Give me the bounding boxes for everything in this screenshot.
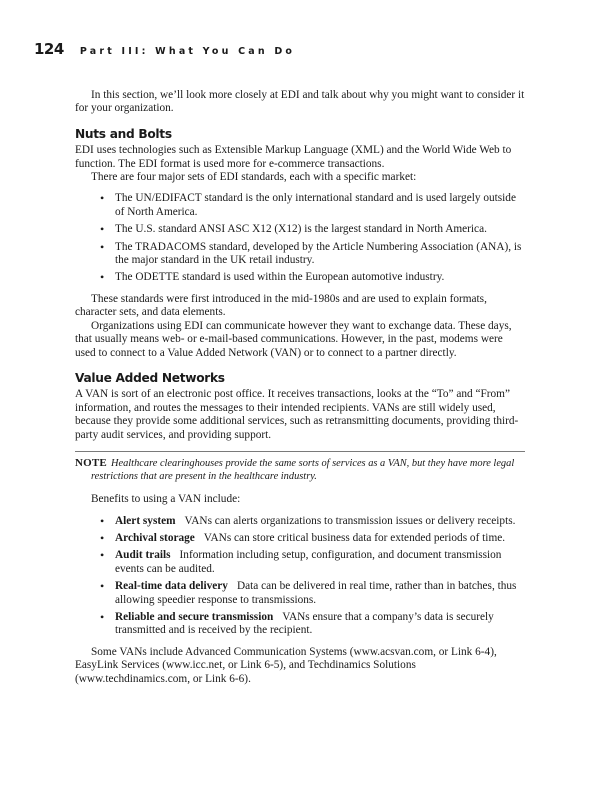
list-item: • The UN/EDIFACT standard is the only international standard and is used largely outside of North America. (75, 192, 525, 219)
list-item: • The TRADACOMS standard, developed by the Article Numbering Association (ANA), is the major standard in the UK retail industry. (75, 241, 525, 268)
benefit-term: Audit trails (115, 549, 171, 562)
list-item (75, 580, 525, 607)
note-text: Healthcare clearinghouses provide the same sorts of services as a VAN, but they have more legal restrictions that are present in the healthcare industry. (91, 457, 515, 482)
paragraph: Organizations using EDI can communicate however they want to exchange data. These days, that usually means web- or e-mail-based communications. However, in the past, modems were used to connect to a Value Added Network (VAN) or to connect to a partner directly. (75, 319, 512, 359)
van-benefits-list (75, 515, 525, 638)
running-head (34, 40, 295, 58)
list-item (75, 611, 525, 638)
part-title: Part III: What You Can Do (79, 46, 296, 57)
list-item: • The ODETTE standard is used within the European automotive industry. (75, 271, 525, 284)
benefit-term: Archival storage (115, 531, 195, 544)
note-box (75, 451, 525, 483)
paragraph: These standards were first introduced in the mid-1980s and are used to explain formats, character sets, and data elements. (75, 292, 487, 319)
list-item (75, 549, 525, 576)
benefit-text: VANs ensure that a company’s data is securely transmitted and is received by the recipient. (115, 610, 494, 637)
benefit-text: Information including setup, configuration, and document transmission events can be audited. (115, 549, 502, 575)
intro-paragraph: In this section, we’ll look more closely at EDI and talk about why you might want to consider it for your organization. (75, 89, 525, 115)
list-item: • The U.S. standard ANSI ASC X12 (X12) is the largest standard in North America. (75, 223, 525, 236)
benefit-text: VANs can alerts organizations to transmission issues or delivery receipts. (184, 514, 516, 527)
list-item (75, 515, 525, 528)
paragraph: Benefits to using a VAN include: (91, 493, 241, 506)
section-heading-value-added-networks: Value Added Networks (75, 370, 225, 385)
page-number: 124 (34, 40, 64, 58)
list-item (75, 532, 525, 545)
paragraph: There are four major sets of EDI standards, each with a specific market: (91, 171, 417, 184)
edi-standards-list (75, 192, 525, 284)
benefit-term: Real-time data delivery (115, 580, 228, 593)
benefit-term: Alert system (115, 514, 176, 527)
benefit-text: Data can be delivered in real time, rather than in batches, thus allowing speedier response to transmissions. (115, 580, 517, 606)
section-heading-nuts-and-bolts: Nuts and Bolts (75, 126, 172, 141)
benefit-text: VANs can store critical business data for extended periods of time. (203, 531, 506, 544)
page-body (75, 89, 525, 686)
benefit-term: Reliable and secure transmission (115, 610, 274, 623)
paragraph: Some VANs include Advanced Communication Systems (www.acsvan.com, or Link 6-4), EasyLink Services (www.icc.net, or Link 6-5), and Techdinamics Solutions (www.techdinamics.com, or Link 6-6). (75, 645, 497, 685)
paragraph: A VAN is sort of an electronic post office. It receives transactions, looks at the “To” and “From” information, and routes the messages to their intended recipients. VANs are still widely used, because they provide some additional services, such as retransmitting documents, providing third-party audit services, and providing support. (75, 388, 519, 441)
paragraph: EDI uses technologies such as Extensible Markup Language (XML) and the World Wide Web to function. The EDI format is used more for e-commerce transactions. (75, 144, 512, 170)
note-label: NOTE (75, 456, 107, 469)
